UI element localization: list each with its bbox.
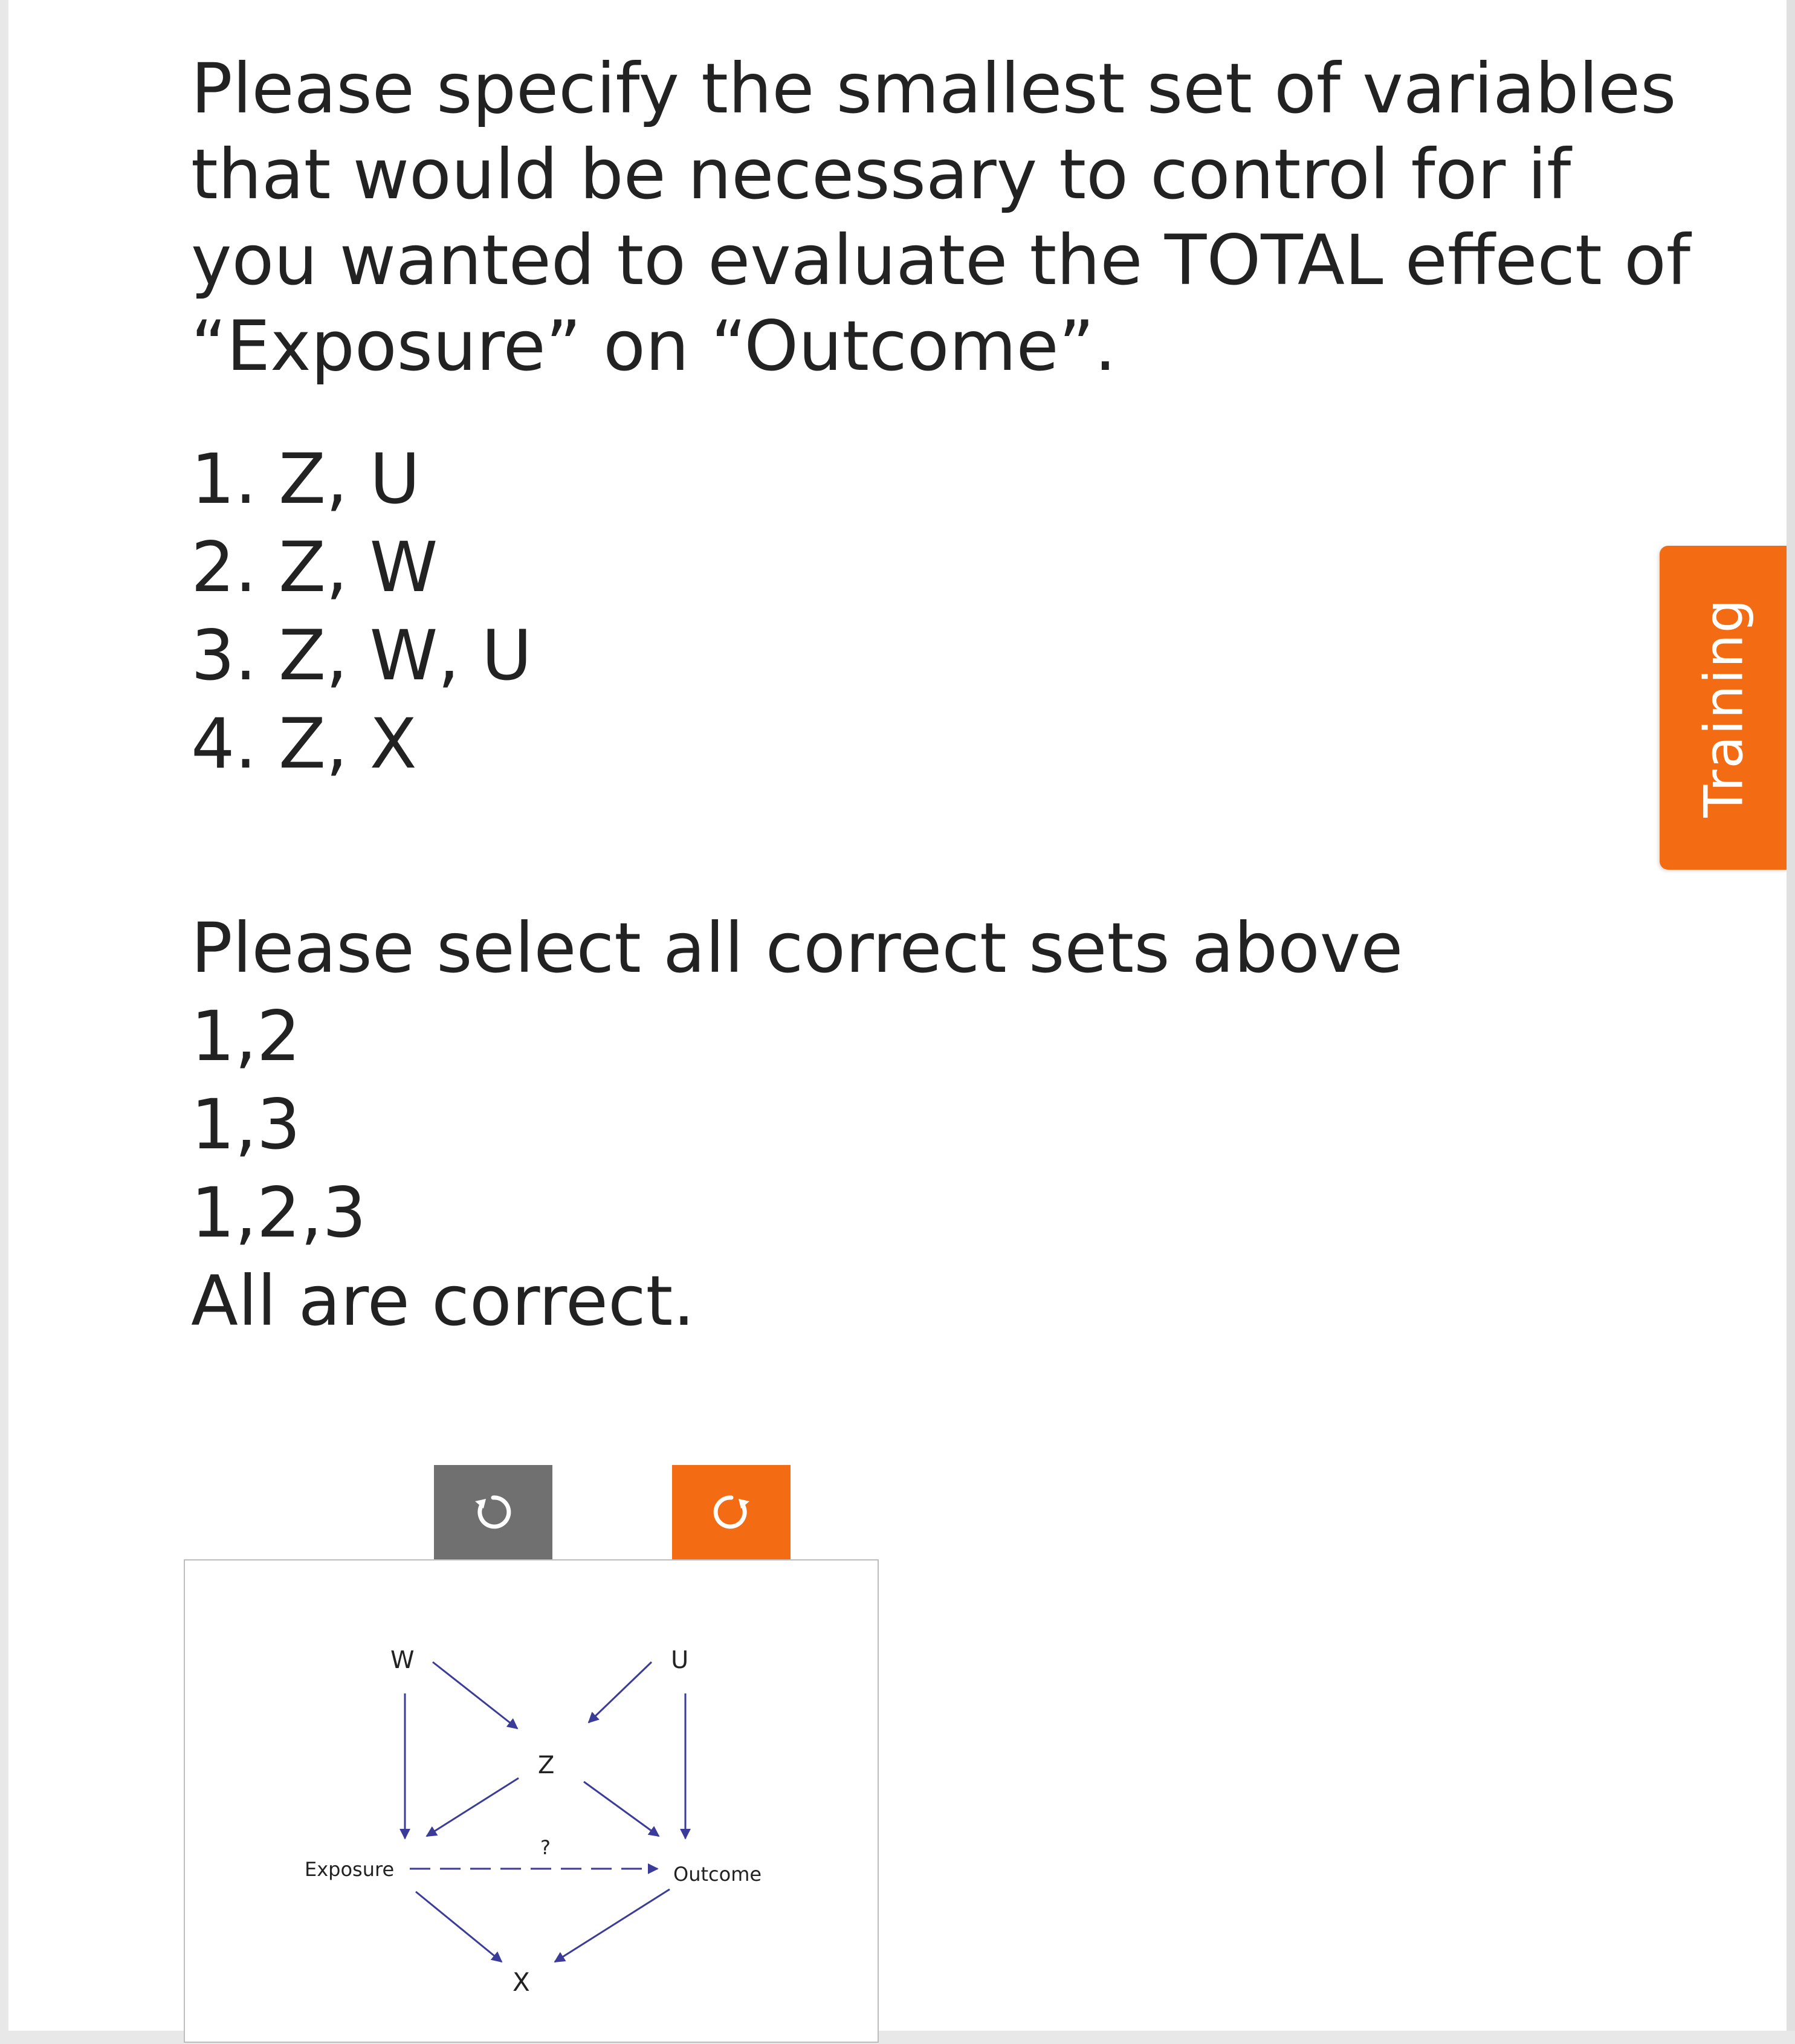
causal-diagram — [184, 1559, 879, 2043]
node-outcome-label: Outcome — [673, 1863, 762, 1886]
question-line: that would be necessary to control for if — [191, 134, 1571, 215]
option-item: 4. Z, X — [191, 703, 417, 784]
answer-section — [191, 905, 1403, 1347]
training-tab[interactable] — [1660, 546, 1788, 870]
option-item: 3. Z, W, U — [191, 615, 532, 696]
redo-button[interactable] — [672, 1465, 791, 1559]
select-prompt: Please select all correct sets above — [191, 908, 1403, 988]
scrollbar[interactable] — [1787, 0, 1795, 2031]
training-tab-label: Training — [1692, 598, 1755, 818]
edge-z-outcome — [584, 1782, 659, 1836]
redo-icon — [707, 1488, 755, 1536]
question-text — [191, 46, 1690, 389]
option-item: 1. Z, U — [191, 439, 421, 519]
question-line: “Exposure” on “Outcome”. — [191, 306, 1116, 386]
option-item: 2. Z, W — [191, 527, 438, 607]
edge-outcome-x — [555, 1889, 670, 1962]
edge-z-exposure — [427, 1778, 519, 1836]
unknown-effect-label: ? — [540, 1836, 551, 1859]
undo-icon — [469, 1488, 517, 1536]
answer-choice[interactable]: All are correct. — [191, 1261, 695, 1341]
edge-w-z — [433, 1662, 517, 1729]
undo-button[interactable] — [434, 1465, 552, 1559]
question-line: Please specify the smallest set of variables — [191, 48, 1677, 129]
node-w-label: W — [390, 1646, 415, 1674]
edge-exposure-x — [416, 1892, 502, 1962]
answer-choice[interactable]: 1,3 — [191, 1084, 301, 1165]
node-exposure-label: Exposure — [305, 1858, 395, 1881]
edge-u-z — [589, 1662, 652, 1722]
question-line: you wanted to evaluate the TOTAL effect of — [191, 220, 1691, 300]
option-list — [191, 436, 532, 789]
node-u-label: U — [671, 1646, 689, 1674]
answer-choice[interactable]: 1,2,3 — [191, 1172, 367, 1253]
node-z-label: Z — [538, 1751, 555, 1779]
dag-canvas — [185, 1560, 880, 2044]
answer-choice[interactable]: 1,2 — [191, 996, 301, 1076]
node-x-label: X — [513, 1967, 530, 1997]
